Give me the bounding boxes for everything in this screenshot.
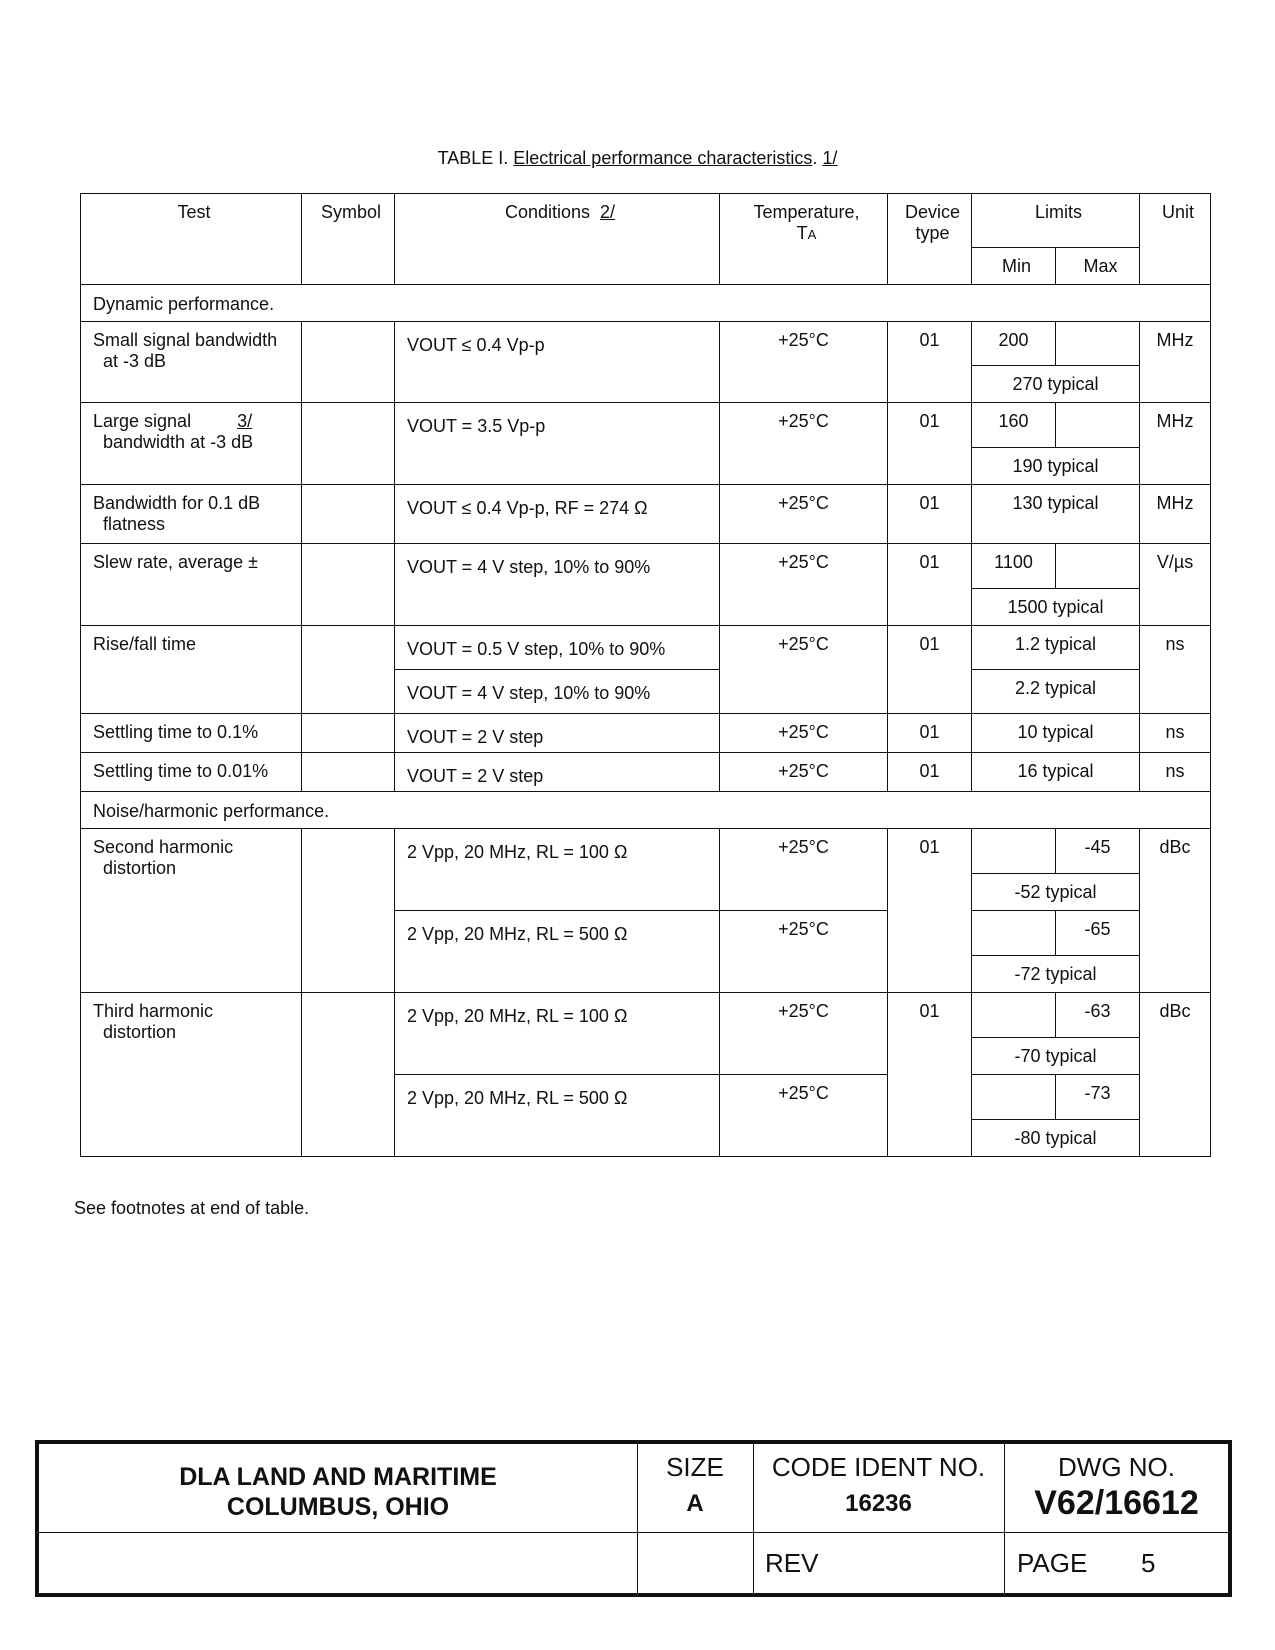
conditions-cell: 2 Vpp, 20 MHz, RL = 500 Ω: [395, 1075, 720, 1157]
conditions-cell: VOUT ≤ 0.4 Vp-p: [395, 322, 720, 403]
temperature-cell: +25°C: [720, 829, 888, 911]
table-title-suffix: .: [812, 148, 818, 168]
test-cell: Settling time to 0.01%: [81, 753, 302, 792]
temperature-cell: +25°C: [720, 714, 888, 753]
unit-cell: MHz: [1140, 403, 1211, 485]
max-cell: [1056, 403, 1140, 448]
min-cell: [972, 993, 1056, 1038]
typical-cell: 270 typical: [972, 366, 1140, 403]
typical-cell: -70 typical: [972, 1038, 1140, 1075]
conditions-cell: VOUT = 2 V step: [395, 753, 720, 792]
test-cell: Settling time to 0.1%: [81, 714, 302, 753]
max-cell: -63: [1056, 993, 1140, 1038]
device-type-cell: 01: [888, 626, 972, 714]
symbol-cell: [302, 403, 395, 485]
min-cell: 1100: [972, 544, 1056, 589]
max-cell: -65: [1056, 911, 1140, 956]
typical-cell: -80 typical: [972, 1120, 1140, 1157]
size-value: A: [686, 1490, 704, 1517]
page-number: 5: [1141, 1548, 1156, 1578]
footnote-ref: 3/: [237, 411, 253, 431]
typical-cell: 190 typical: [972, 448, 1140, 485]
typical-cell: 130 typical: [972, 485, 1140, 544]
conditions-cell: 2 Vpp, 20 MHz, RL = 100 Ω: [395, 993, 720, 1075]
table-label: TABLE I.: [437, 148, 509, 168]
code-ident-value: 16236: [845, 1490, 912, 1517]
device-type-cell: 01: [888, 485, 972, 544]
code-ident-label: CODE IDENT NO.: [771, 1452, 986, 1482]
table-row: [81, 322, 1211, 366]
symbol-cell: [302, 714, 395, 753]
conditions-cell: 2 Vpp, 20 MHz, RL = 500 Ω: [395, 911, 720, 993]
test-cell: Second harmonic distortion: [81, 829, 302, 993]
device-type-cell: 01: [888, 993, 972, 1157]
unit-cell: ns: [1140, 626, 1211, 714]
header-test: Test: [81, 194, 302, 285]
typical-cell: 1.2 typical: [972, 626, 1140, 670]
table-row: [81, 714, 1211, 753]
table-title: Electrical performance characteristics: [513, 148, 813, 168]
dwg-no-value: V62/16612: [1034, 1484, 1199, 1522]
section-row: [81, 285, 1211, 322]
unit-cell: MHz: [1140, 485, 1211, 544]
max-cell: -45: [1056, 829, 1140, 874]
symbol-cell: [302, 485, 395, 544]
max-cell: [1056, 322, 1140, 366]
device-type-cell: 01: [888, 829, 972, 993]
header-min: Min: [972, 247, 1056, 284]
header-unit: Unit: [1140, 194, 1211, 285]
typical-cell: 1500 typical: [972, 589, 1140, 626]
device-type-cell: 01: [888, 403, 972, 485]
max-cell: [1056, 544, 1140, 589]
device-type-cell: 01: [888, 322, 972, 403]
conditions-footnote-ref: 2/: [600, 202, 616, 222]
temperature-cell: +25°C: [720, 1075, 888, 1157]
min-cell: 200: [972, 322, 1056, 366]
min-cell: [972, 1075, 1056, 1120]
table-row: [81, 403, 1211, 448]
conditions-cell: VOUT = 3.5 Vp-p: [395, 403, 720, 485]
unit-cell: ns: [1140, 714, 1211, 753]
typical-cell: 10 typical: [972, 714, 1140, 753]
table-row: [81, 993, 1211, 1038]
temperature-cell: +25°C: [720, 322, 888, 403]
unit-cell: MHz: [1140, 322, 1211, 403]
temperature-cell: +25°C: [720, 993, 888, 1075]
test-cell: Bandwidth for 0.1 dB flatness: [81, 485, 302, 544]
conditions-cell: VOUT = 4 V step, 10% to 90%: [395, 544, 720, 626]
temperature-cell: +25°C: [720, 544, 888, 626]
table-row: [81, 753, 1211, 792]
test-cell: Rise/fall time: [81, 626, 302, 714]
unit-cell: V/µs: [1140, 544, 1211, 626]
table-row: [81, 544, 1211, 589]
page-label: PAGE: [1017, 1548, 1088, 1578]
test-cell: Small signal bandwidth at -3 dB: [81, 322, 302, 403]
min-cell: 160: [972, 403, 1056, 448]
table-row: [81, 485, 1211, 544]
unit-cell: dBc: [1140, 829, 1211, 993]
size-label: SIZE: [666, 1452, 724, 1482]
header-conditions: Conditions 2/: [395, 194, 720, 285]
max-cell: -73: [1056, 1075, 1140, 1120]
min-cell: [972, 829, 1056, 874]
typical-cell: 16 typical: [972, 753, 1140, 792]
device-type-cell: 01: [888, 714, 972, 753]
conditions-cell: 2 Vpp, 20 MHz, RL = 100 Ω: [395, 829, 720, 911]
typical-cell: -52 typical: [972, 874, 1140, 911]
temperature-cell: +25°C: [720, 626, 888, 714]
test-cell: Third harmonic distortion: [81, 993, 302, 1157]
section-dynamic: Dynamic performance.: [81, 285, 1211, 322]
device-type-cell: 01: [888, 753, 972, 792]
typical-cell: -72 typical: [972, 956, 1140, 993]
rev-label: REV: [765, 1548, 819, 1578]
symbol-cell: [302, 322, 395, 403]
temperature-cell: +25°C: [720, 403, 888, 485]
table-row: [81, 626, 1211, 670]
header-row: [81, 194, 1211, 248]
table-caption: [0, 148, 1275, 169]
device-type-cell: 01: [888, 544, 972, 626]
title-block: [35, 1440, 1232, 1597]
symbol-cell: [302, 544, 395, 626]
dwg-no-label: DWG NO.: [1058, 1452, 1175, 1482]
symbol-cell: [302, 753, 395, 792]
typical-cell: 2.2 typical: [972, 670, 1140, 714]
header-device-type: Device type: [888, 194, 972, 285]
unit-cell: ns: [1140, 753, 1211, 792]
agency-name: DLA LAND AND MARITIME COLUMBUS, OHIO: [179, 1463, 497, 1521]
test-cell: Large signal 3/ bandwidth at -3 dB: [81, 403, 302, 485]
symbol-cell: [302, 626, 395, 714]
conditions-cell: VOUT = 0.5 V step, 10% to 90%: [395, 626, 720, 670]
see-footnotes-note: See footnotes at end of table.: [74, 1198, 310, 1218]
temperature-cell: +25°C: [720, 753, 888, 792]
unit-cell: dBc: [1140, 993, 1211, 1157]
temperature-cell: +25°C: [720, 485, 888, 544]
section-row: [81, 792, 1211, 829]
table-row: [81, 829, 1211, 874]
conditions-cell: VOUT = 4 V step, 10% to 90%: [395, 670, 720, 714]
min-cell: [972, 911, 1056, 956]
test-cell: Slew rate, average ±: [81, 544, 302, 626]
electrical-characteristics-table: [80, 193, 1211, 1157]
conditions-cell: VOUT = 2 V step: [395, 714, 720, 753]
symbol-cell: [302, 993, 395, 1157]
symbol-cell: [302, 829, 395, 993]
temperature-cell: +25°C: [720, 911, 888, 993]
header-max: Max: [1056, 247, 1140, 284]
header-temperature: Temperature, TA: [720, 194, 888, 285]
conditions-cell: VOUT ≤ 0.4 Vp-p, RF = 274 Ω: [395, 485, 720, 544]
caption-footnote-ref: 1/: [822, 148, 838, 168]
header-limits: Limits: [972, 194, 1140, 248]
header-symbol: Symbol: [302, 194, 395, 285]
section-noise: Noise/harmonic performance.: [81, 792, 1211, 829]
